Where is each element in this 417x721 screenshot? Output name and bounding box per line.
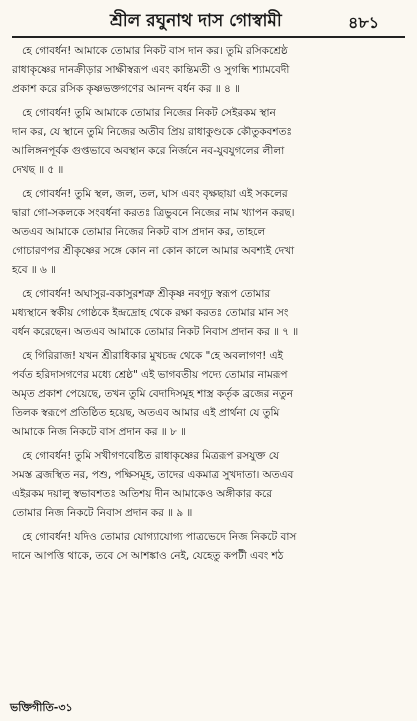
text-line: হে গোবর্ধন! তুমি আমাকে তোমার নিজের নিকট সেইরকম স্থান: [22, 107, 276, 119]
text-line: এইরকম দয়ালু স্বভাবশতঃ অতিশয় দীন আমাকেও অঙ্গীকার করে: [12, 488, 273, 500]
text-line: হে গোবর্ধন! যদিও তোমার যোগ্যাযোগ্য পাত্রভেদে নিজ নিকটে বাস: [22, 531, 297, 543]
text-line: বর্ধন করেছেন। অতএব আমাকে তোমার নিকট নিবাস প্রদান কর ॥ ৭ ॥: [12, 326, 299, 338]
text-line: সমস্ত ব্রজস্থিত নর, পশু, পক্ষিসমূহ, তাদের একমাত্র সুখদাতা। অতএব: [12, 469, 294, 481]
text-line: আমাকে নিজ নিকটে বাস প্রদান কর ॥ ৮ ॥: [12, 426, 186, 438]
text-line: হে গোবর্ধন! তুমি স্থল, জল, তল, ঘাস এবং বৃক্ষছায়া এই সকলের: [22, 188, 288, 200]
text-line: মধ্যস্থানে স্বকীয় গোষ্ঠকে ইন্দ্রদ্রোহ থেকে রক্ষা করতঃ তোমার মান সং: [12, 307, 289, 319]
text-line: হে গোবর্ধন! তুমি সখীগণবেষ্টিত রাধাকৃষ্ণের মিত্ররূপ রসযুক্ত যে: [22, 450, 280, 462]
page-header: [0, 0, 417, 38]
text-line: দান কর, যে স্থানে তুমি নিজের অতীব প্রিয় রাধাকুণ্ডকে কৌতুকবশতঃ: [12, 126, 292, 138]
text-line: হে গোবর্ধন! অঘাসুর-বকাসুরশত্রু শ্রীকৃষ্ণ নবগূঢ় স্বরূপ তোমার: [22, 288, 271, 300]
text-line: দানে আপত্তি থাকে, তবে সে আশঙ্কাও নেই, যেহেতু কপটী এবং শঠ: [12, 550, 284, 562]
text-line: অমৃত প্রকাশ পেয়েছে, তখন তুমি বেদাদিসমূহ শাস্ত্র কর্তৃক ব্রজের নতুন: [12, 388, 293, 400]
text-line: প্রকাশ করে রসিক কৃষ্ণভক্তগণের আনন্দ বর্ধন কর ॥ ৪ ॥: [12, 83, 240, 95]
running-title: শ্রীল রঘুনাথ দাস গোস্বামী: [110, 11, 282, 31]
paragraph: [12, 42, 405, 99]
paragraph: [12, 104, 405, 180]
text-line: হে গিরিরাজ! যখন শ্রীরাধিকার মুখচন্দ্র থেকে "হে অবলাগণ! এই: [22, 350, 283, 362]
text-line: হবে ॥ ৬ ॥: [12, 264, 56, 276]
text-line: দেখছ ॥ ৫ ॥: [12, 164, 64, 176]
text-line: তোমার নিজ নিকটে নিবাস প্রদান কর ॥ ৯ ॥: [12, 507, 193, 519]
text-line: আলিঙ্গনপূর্বক গুপ্তভাবে অবস্থান করে নির্জনে নব-যুবযুগলের লীলা: [12, 145, 285, 157]
header-rule: [12, 36, 405, 38]
text-line: হে গোবর্ধন! আমাকে তোমার নিকট বাস দান কর। তুমি রসিকশ্রেষ্ঠ: [22, 45, 288, 57]
text-line: দ্বারা গো-সকলকে সংবর্ধনা করতঃ ত্রিভুবনে নিজের নাম খ্যাপন করছ।: [12, 207, 295, 219]
page-number: ৪৮১: [348, 13, 380, 32]
text-line: তিলক স্বরূপে প্রতিষ্ঠিত হয়েছ, অতএব আমার এই প্রার্থনা যে তুমি: [12, 407, 280, 419]
paragraph: [12, 285, 405, 342]
page-footer: ভক্তিগীতি-৩১: [10, 701, 73, 714]
text-line: পর্বত হরিদাসগণের মধ্যে শ্রেষ্ঠ" এই ভাগবতীয় পদ্যে তোমার নামরূপ: [12, 369, 288, 381]
paragraph: [12, 347, 405, 442]
page-body: [12, 42, 405, 571]
paragraph: [12, 447, 405, 523]
text-line: গোচারণপর শ্রীকৃষ্ণের সঙ্গে কোন না কোন কালে আমার অবশ্যই দেখা: [12, 245, 295, 257]
text-line: রাধাকৃষ্ণের দানক্রীড়ার সাক্ষীস্বরূপ এবং কান্তিমতী ও সুগন্ধি শ্যামবেদী: [12, 64, 290, 76]
paragraph: [12, 185, 405, 280]
paragraph: [12, 528, 405, 566]
text-line: অতএব আমাকে তোমার নিজের নিকট বাস প্রদান কর, তাহলে: [12, 226, 266, 238]
